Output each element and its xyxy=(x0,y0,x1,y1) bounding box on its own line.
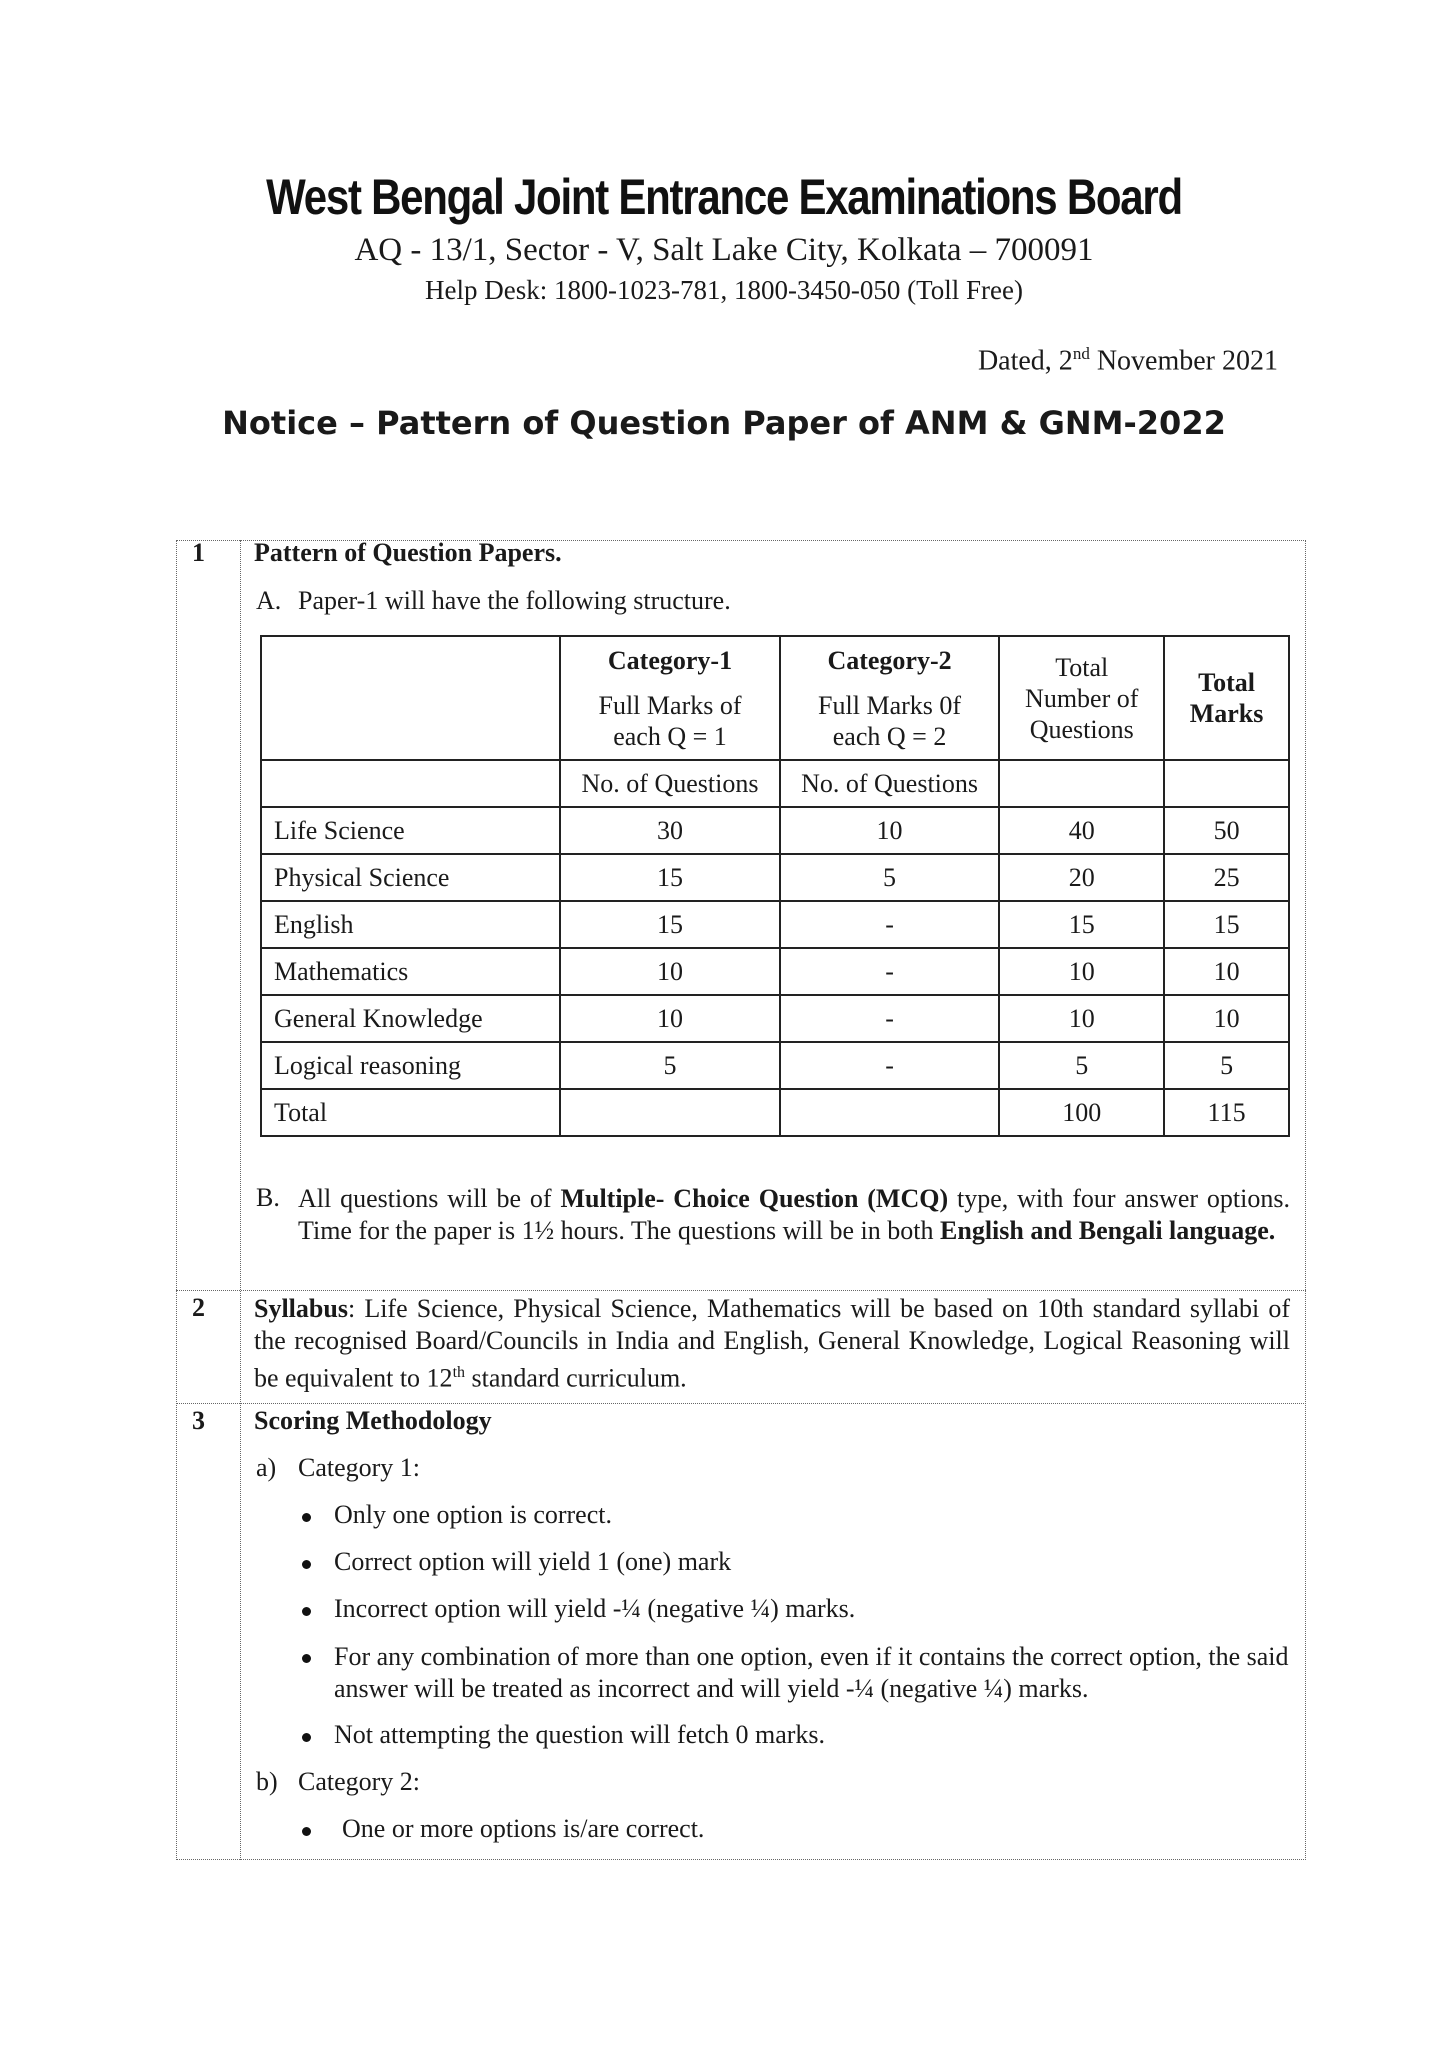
list-item: For any combination of more than one option, even if it contains the correct option, the said answer will be treated as incorrect and will yield -¼ (negative ¼) marks. xyxy=(334,1642,1289,1703)
table-row-total: Total 100 115 xyxy=(261,1089,1289,1136)
bullet-icon xyxy=(302,1733,311,1742)
table-header-empty xyxy=(261,636,560,760)
bullet-icon xyxy=(302,1560,311,1569)
section1-b-marker: B. xyxy=(256,1183,280,1212)
table-row: Mathematics 10 - 10 10 xyxy=(261,948,1289,995)
section2-syllabus-text: Syllabus: Life Science, Physical Science, Mathematics will be based on 10th standard syllabi of the recognised Board/Councils in India and English, General Knowledge, Logical Reasoning will be equivalent to 12th standard curriculum. xyxy=(254,1294,1290,1393)
table-header-category-1: Category-1 Full Marks of each Q = 1 xyxy=(560,636,780,760)
table-header-total-questions: Total Number of Questions xyxy=(999,636,1164,760)
section-number-1: 1 xyxy=(192,538,205,567)
table-row: English 15 - 15 15 xyxy=(261,901,1289,948)
section1-a-marker: A. xyxy=(256,586,282,615)
section3-b-label: Category 2: xyxy=(298,1767,421,1796)
section1-a-text: Paper-1 will have the following structure. xyxy=(298,586,731,615)
bullet-icon xyxy=(302,1654,311,1663)
section3-a-marker: a) xyxy=(256,1453,277,1482)
table-header-row xyxy=(261,636,1289,760)
org-title: West Bengal Joint Entrance Examinations Board xyxy=(266,169,1182,225)
table-row: Life Science 30 10 40 50 xyxy=(261,807,1289,854)
table-subheader-row xyxy=(261,760,1289,807)
section-number-2: 2 xyxy=(192,1293,205,1322)
list-item: Not attempting the question will fetch 0 marks. xyxy=(334,1720,826,1749)
section-divider-1 xyxy=(176,1290,1306,1291)
table-header-total-marks: Total Marks xyxy=(1164,636,1289,760)
section3-b-marker: b) xyxy=(256,1767,278,1796)
helpdesk-numbers: Help Desk: 1800-1023-781, 1800-3450-050 (Toll Free) xyxy=(424,275,1023,305)
number-column-divider xyxy=(240,540,241,1860)
bullet-icon xyxy=(302,1827,311,1836)
section1-title: Pattern of Question Papers. xyxy=(254,538,562,567)
section-number-3: 3 xyxy=(192,1406,205,1435)
section3-title: Scoring Methodology xyxy=(254,1406,492,1435)
list-item: Incorrect option will yield -¼ (negative ¼) marks. xyxy=(334,1594,856,1623)
table-subheader-noq-2: No. of Questions xyxy=(780,760,1000,807)
table-header-category-2: Category-2 Full Marks 0f each Q = 2 xyxy=(780,636,1000,760)
question-pattern-table xyxy=(260,635,1290,1137)
bullet-icon xyxy=(302,1607,311,1616)
bullet-icon xyxy=(302,1513,311,1522)
section1-b-text: All questions will be of Multiple- Choice Question (MCQ) type, with four answer options. Time for the paper is 1½ hours. The questions will be in both English and Bengali language. xyxy=(298,1184,1290,1245)
table-row: Logical reasoning 5 - 5 5 xyxy=(261,1042,1289,1089)
list-item: One or more options is/are correct. xyxy=(342,1814,705,1843)
notice-date: Dated, 2nd November 2021 xyxy=(977,344,1278,377)
org-address: AQ - 13/1, Sector - V, Salt Lake City, Kolkata – 700091 xyxy=(354,232,1094,268)
notice-title: Notice – Pattern of Question Paper of ANM & GNM-2022 xyxy=(222,404,1226,442)
table-row: General Knowledge 10 - 10 10 xyxy=(261,995,1289,1042)
section3-a-label: Category 1: xyxy=(298,1453,421,1482)
list-item: Correct option will yield 1 (one) mark xyxy=(334,1547,732,1576)
table-row: Physical Science 15 5 20 25 xyxy=(261,854,1289,901)
table-subheader-noq-1: No. of Questions xyxy=(560,760,780,807)
list-item: Only one option is correct. xyxy=(334,1500,612,1529)
section-divider-2 xyxy=(176,1403,1306,1404)
